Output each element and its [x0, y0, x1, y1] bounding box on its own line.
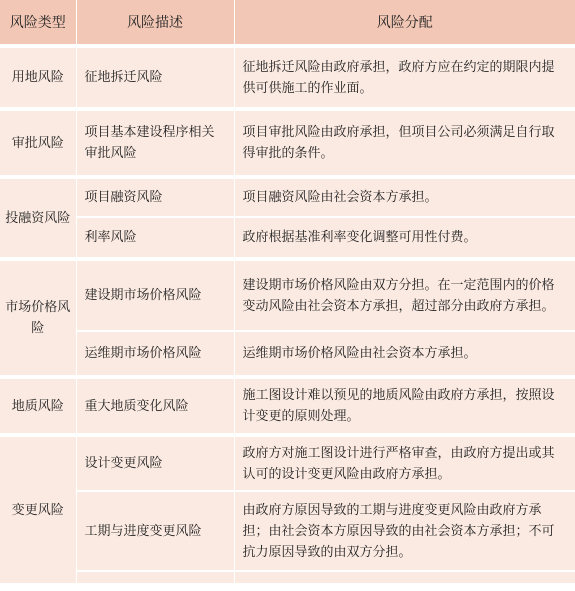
risk-description-cell: 利率风险: [76, 217, 234, 259]
table-row: [0, 331, 575, 377]
risk-allocation-cell: 由政府方原因导致的工期与进度变更风险由政府方承担；由社会资本方原因导致的由社会资本方承担；不可抗力原因导致的由双方分担。: [234, 491, 575, 571]
risk-allocation-cell: 政府根据基准利率变化调整可用性付费。: [234, 217, 575, 259]
header-risk-allocation: 风险分配: [234, 0, 575, 46]
table-row: [0, 491, 575, 571]
risk-allocation-cell: 征地拆迁风险由政府承担，政府方应在约定的期限内提供可供施工的作业面。: [234, 46, 575, 109]
risk-type-cell: 变更风险: [0, 435, 76, 583]
risk-allocation-cell: 项目融资风险由社会资本方承担。: [234, 177, 575, 217]
risk-type-cell: 市场价格风险: [0, 259, 76, 377]
risk-type-cell: 投融资风险: [0, 177, 76, 259]
risk-description-cell: 设计变更风险: [76, 435, 234, 491]
risk-description-cell: 工期与进度变更风险: [76, 491, 234, 571]
table-row: [0, 177, 575, 217]
table-row: [0, 377, 575, 435]
risk-type-cell: 审批风险: [0, 109, 76, 177]
risk-description-cell: 项目基本建设程序相关审批风险: [76, 109, 234, 177]
table-row: [0, 109, 575, 177]
risk-allocation-cell: 建设期市场价格风险由双方分担。在一定范围内的价格变动风险由社会资本方承担，超过部分由政府方承担。: [234, 259, 575, 331]
table-header-row: [0, 0, 575, 46]
risk-type-cell: 地质风险: [0, 377, 76, 435]
table-row: [0, 259, 575, 331]
header-risk-description: 风险描述: [76, 0, 234, 46]
continued-allocation-cell: [234, 571, 575, 583]
risk-description-cell: 征地拆迁风险: [76, 46, 234, 109]
continued-description-cell: [76, 571, 234, 583]
risk-type-cell: 用地风险: [0, 46, 76, 109]
risk-description-cell: 重大地质变化风险: [76, 377, 234, 435]
risk-description-cell: 项目融资风险: [76, 177, 234, 217]
risk-description-cell: 运维期市场价格风险: [76, 331, 234, 377]
risk-allocation-cell: 运维期市场价格风险由社会资本方承担。: [234, 331, 575, 377]
risk-allocation-cell: 政府方对施工图设计进行严格审查，由政府方提出或其认可的设计变更风险由政府方承担。: [234, 435, 575, 491]
header-risk-type: 风险类型: [0, 0, 76, 46]
table-row-continued: [0, 571, 575, 583]
table-row: [0, 46, 575, 109]
risk-description-cell: 建设期市场价格风险: [76, 259, 234, 331]
risk-allocation-cell: 施工图设计难以预见的地质风险由政府方承担，按照设计变更的原则处理。: [234, 377, 575, 435]
table-row: [0, 217, 575, 259]
table-row: [0, 435, 575, 491]
risk-allocation-cell: 项目审批风险由政府承担，但项目公司必须满足自行取得审批的条件。: [234, 109, 575, 177]
